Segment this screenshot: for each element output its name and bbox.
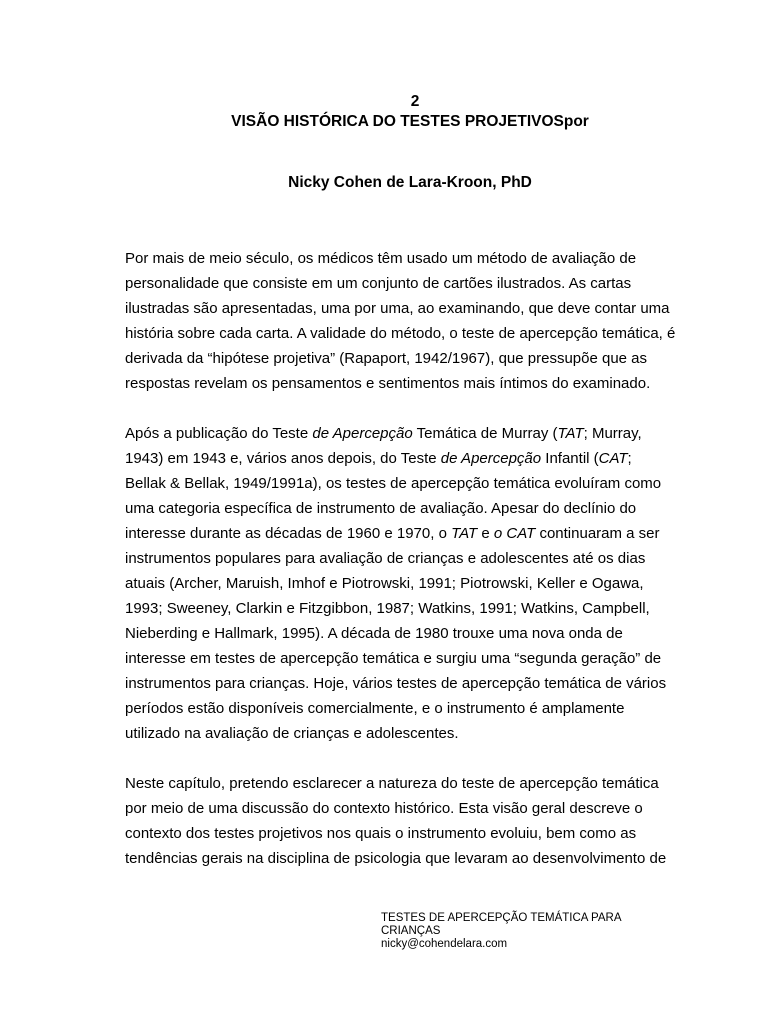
text-segment: interesse durante as décadas de 1960 e 1970, o	[125, 525, 452, 542]
text-line	[125, 846, 700, 871]
body-text	[125, 246, 700, 871]
text-line	[125, 821, 700, 846]
text-segment: e	[477, 525, 494, 542]
text-line	[125, 796, 700, 821]
text-line	[125, 771, 700, 796]
text-line	[125, 346, 700, 371]
text-segment: atuais (Archer, Maruish, Imhof e Piotrowski, 1991; Piotrowski, Keller e Ogawa,	[125, 575, 644, 592]
text-line	[125, 546, 700, 571]
footer-title-line-2: CRIANÇAS	[381, 925, 441, 937]
text-line	[125, 471, 700, 496]
text-segment: 1943) em 1943 e, vários anos depois, do Teste	[125, 450, 441, 467]
italic-text: de Apercepção	[440, 450, 542, 467]
footer-email: nicky@cohendelara.com	[381, 938, 508, 950]
text-segment: períodos estão disponíveis comercialmente, e o instrumento é amplamente	[125, 700, 625, 717]
text-segment: contexto dos testes projetivos nos quais o instrumento evoluiu, bem como as	[125, 825, 637, 842]
italic-text: TAT	[451, 525, 478, 542]
italic-text: TAT	[557, 425, 584, 442]
text-line	[125, 696, 700, 721]
text-segment: tendências gerais na disciplina de psicologia que levaram ao desenvolvimento de	[125, 850, 667, 867]
text-line	[125, 246, 700, 271]
text-line	[125, 596, 700, 621]
text-segment: por meio de uma discussão do contexto histórico. Esta visão geral descreve o	[125, 800, 643, 817]
text-segment: Bellak & Bellak, 1949/1991a), os testes de apercepção temática evoluíram como	[125, 475, 662, 492]
text-segment: Neste capítulo, pretendo esclarecer a natureza do teste de apercepção temática	[125, 775, 659, 792]
text-segment: história sobre cada carta. A validade do método, o teste de apercepção temática, é	[125, 325, 676, 342]
chapter-title: VISÃO HISTÓRICA DO TESTES PROJETIVOSpor	[231, 113, 589, 130]
footer-title-line-1: TESTES DE APERCEPÇÃO TEMÁTICA PARA	[381, 912, 622, 924]
text-segment: ilustradas são apresentadas, uma por uma, ao examinando, que deve contar uma	[125, 300, 670, 317]
chapter-number: 2	[410, 93, 420, 110]
paragraph	[125, 421, 700, 746]
text-segment: derivada da “hipótese projetiva” (Rapaport, 1942/1967), que pressupõe que as	[125, 350, 648, 367]
text-segment: instrumentos para crianças. Hoje, vários testes de apercepção temática de vários	[125, 675, 667, 692]
paragraph	[125, 771, 700, 871]
text-segment: ;	[627, 450, 632, 467]
text-line	[125, 371, 700, 396]
text-segment: ; Murray,	[583, 425, 642, 442]
footer	[381, 912, 681, 951]
text-segment: personalidade que consiste em um conjunto de cartões ilustrados. As cartas	[125, 275, 632, 292]
text-line	[125, 646, 700, 671]
text-segment: interesse em testes de apercepção temática e surgiu uma “segunda geração” de	[125, 650, 662, 667]
text-line	[125, 271, 700, 296]
text-line	[125, 296, 700, 321]
italic-text: o CAT	[493, 525, 536, 542]
paragraph	[125, 246, 700, 396]
text-line	[125, 321, 700, 346]
text-segment: respostas revelam os pensamentos e sentimentos mais íntimos do examinado.	[125, 375, 651, 392]
text-segment: Nieberding e Hallmark, 1995). A década de 1980 trouxe uma nova onda de	[125, 625, 623, 642]
text-segment: 1993; Sweeney, Clarkin e Fitzgibbon, 1987; Watkins, 1991; Watkins, Campbell,	[125, 600, 650, 617]
text-segment: Após a publicação do Teste	[125, 425, 313, 442]
italic-text: de Apercepção	[312, 425, 413, 442]
text-line	[125, 446, 700, 471]
italic-text: CAT	[598, 450, 628, 467]
text-line	[125, 571, 700, 596]
text-segment: Por mais de meio século, os médicos têm usado um método de avaliação de	[125, 250, 637, 267]
text-segment: continuaram a ser	[535, 525, 660, 542]
text-segment: Infantil (	[541, 450, 599, 467]
text-line	[125, 671, 700, 696]
text-segment: uma categoria específica de instrumento de avaliação. Apesar do declínio do	[125, 500, 637, 517]
text-segment: Temática de Murray (	[412, 425, 558, 442]
text-line	[125, 621, 700, 646]
text-segment: utilizado na avaliação de crianças e adolescentes.	[125, 725, 459, 742]
text-line	[125, 496, 700, 521]
text-line	[125, 421, 700, 446]
author-name: Nicky Cohen de Lara-Kroon, PhD	[288, 174, 532, 191]
text-segment: instrumentos populares para avaliação de crianças e adolescentes até os dias	[125, 550, 646, 567]
text-line	[125, 521, 700, 546]
text-line	[125, 721, 700, 746]
